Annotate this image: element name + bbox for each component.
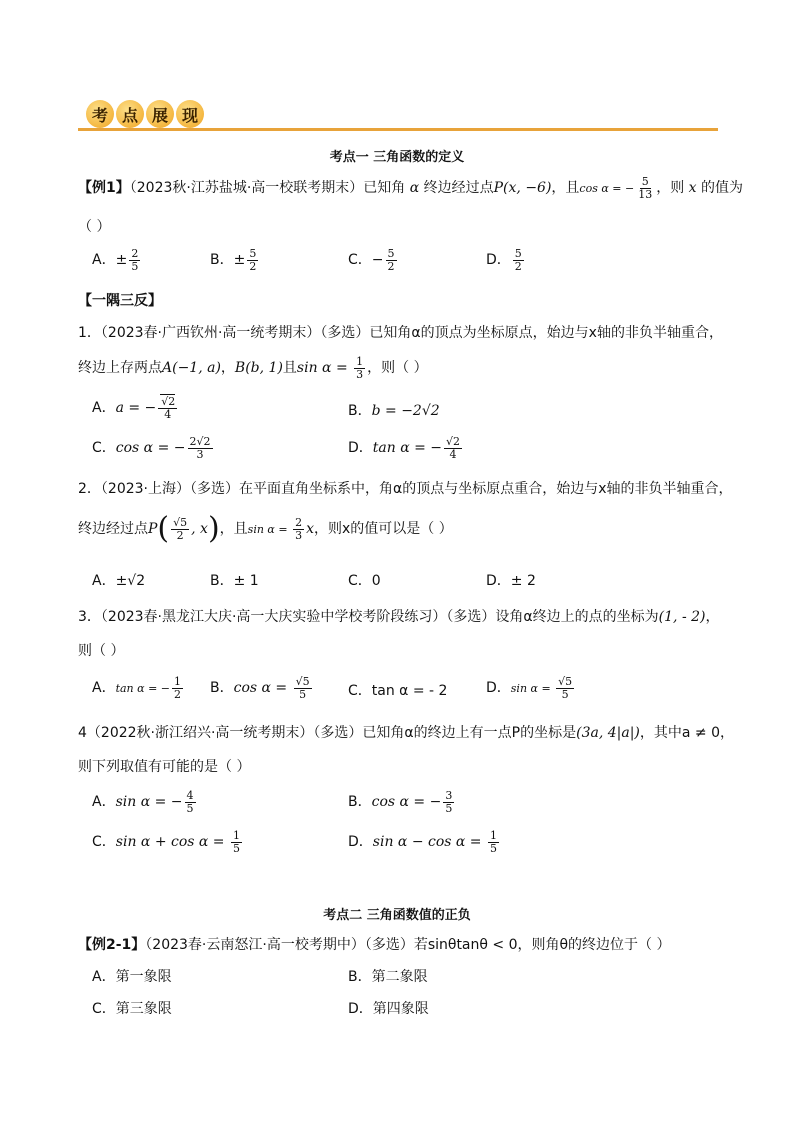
stem-text: ，	[705, 609, 720, 625]
section-title: 考点二 三角函数值的正负	[323, 908, 471, 923]
fraction: $\frac{2}{5}$	[131, 247, 139, 273]
stem-text: ，且	[219, 521, 248, 537]
fraction: $\frac{√5}{5}$	[558, 675, 573, 701]
option-label: D．	[486, 252, 511, 269]
option-a[interactable]: A．a = − $\frac{√2}{4}$	[92, 395, 176, 421]
stem-text: 且	[282, 360, 297, 377]
q4-line2: 则下列取值有可能的是（ ）	[78, 759, 251, 775]
section-title: 考点一 三角函数的定义	[329, 150, 465, 165]
option-c[interactable]: C．第三象限	[92, 1001, 172, 1017]
stem-text: 4（2022秋·浙江绍兴·高一统考期末）（多选）已知角α的终边上有一点P的坐标是	[78, 725, 577, 741]
stem-text: 终边经过点	[423, 180, 494, 197]
math: P(x, −6)	[493, 180, 552, 197]
option-d[interactable]	[486, 248, 526, 272]
option-c[interactable]	[348, 680, 447, 700]
fraction: $\frac{√5}{5}$	[295, 675, 310, 701]
option-c[interactable]	[348, 248, 399, 272]
math: (1, - 2)	[658, 609, 706, 625]
math: cos α = −	[579, 182, 635, 196]
practice-label: 【一隅三反】	[78, 293, 162, 309]
example-label: 【例1】	[78, 180, 130, 197]
option-label: B．	[210, 680, 234, 697]
option-label: B．	[348, 794, 372, 811]
q2-line2: 终边经过点P( $\frac{√5}{2}$ , x)，且sin α = $\frac{2}{3}$ x，则x的值可以是（ ）	[78, 511, 453, 546]
q1-line1: 1．（2023春·广西钦州·高一统考期末）（多选）已知角α的顶点为坐标原点，始边与x轴的非负半轴重合，	[78, 325, 723, 341]
option-label: C．tan α = - 2	[348, 683, 448, 699]
option-label: C．	[92, 440, 116, 457]
option-d[interactable]: D．sin α = $\frac{√5}{5}$	[486, 675, 573, 701]
option-a[interactable]: A．第一象限	[92, 969, 172, 985]
option-label: B．±	[210, 252, 246, 269]
stem-text: ，其中a ≠ 0，	[639, 725, 734, 741]
option-b[interactable]: B．± 1	[210, 573, 259, 589]
banner-chip: 点	[116, 100, 144, 128]
stem-text: 3．（2023春·黑龙江大庆·高一大庆实验中学校考阶段练习）（多选）设角α终边上的点的坐标为	[78, 609, 659, 625]
math: B(b, 1)	[234, 360, 283, 377]
banner-chip: 现	[176, 100, 204, 128]
math: x	[684, 180, 701, 197]
q4-line1	[78, 722, 734, 742]
stem-text: 终边上存两点	[78, 360, 162, 377]
option-c[interactable]: C．cos α = − $\frac{2√2}{3}$	[92, 435, 211, 461]
section-banner	[78, 98, 718, 134]
option-label: C．	[92, 834, 116, 851]
stem-text: 终边经过点	[78, 521, 148, 537]
option-label: A．	[92, 794, 116, 811]
q2-line1: 2．（2023·上海）（多选）在平面直角坐标系中，角α的顶点与坐标原点重合，始边与x轴的非负半轴重合，	[78, 481, 733, 497]
option-label: D．	[348, 440, 373, 457]
option-b[interactable]: B．cos α = − $\frac{3}{5}$	[348, 789, 453, 815]
example-label: 【例2-1】	[78, 937, 146, 953]
option-label: D．	[348, 834, 373, 851]
math: P	[148, 521, 158, 537]
q3-line1	[78, 606, 720, 626]
stem-text: ，且	[551, 180, 580, 197]
q1-line2	[78, 356, 428, 380]
option-label: A．	[92, 400, 116, 417]
option-d[interactable]: D．tan α = − $\frac{√2}{4}$	[348, 435, 461, 461]
option-label: A．	[92, 680, 116, 697]
option-b[interactable]	[210, 248, 260, 272]
option-c[interactable]: C．sin α + cos α = $\frac{1}{5}$	[92, 829, 240, 855]
option-a[interactable]: A．tan α = − $\frac{1}{2}$	[92, 675, 181, 701]
option-label: A．±	[92, 252, 128, 269]
fraction: $\frac{5}{2}$	[249, 247, 257, 273]
example-2-stem	[78, 934, 671, 954]
fraction: $\frac{1}{5}$	[232, 829, 240, 855]
fraction: $\frac{3}{5}$	[445, 789, 453, 815]
fraction: $\frac{5}{13}$	[638, 175, 653, 201]
stem-text: ，则	[656, 180, 685, 197]
option-b[interactable]: B．cos α = $\frac{√5}{5}$	[210, 675, 310, 701]
banner-rule	[78, 128, 718, 131]
option-d[interactable]: D．± 2	[486, 573, 536, 589]
fraction: $\frac{5}{2}$	[387, 247, 395, 273]
stem-text: ，则x的值可以是（ ）	[313, 521, 453, 537]
option-b[interactable]: B．第二象限	[348, 969, 428, 985]
math: (3a, 4|a|)	[576, 725, 640, 741]
option-b[interactable]: B．b = −2√2	[348, 403, 440, 419]
question-paren: （ ）	[78, 219, 111, 235]
math: sin α =	[296, 360, 353, 377]
option-c[interactable]: C．0	[348, 573, 381, 589]
stem-text: （2023秋·江苏盐城·高一校联考期末）已知角	[129, 180, 406, 197]
math: A(−1, a)	[162, 360, 221, 377]
q3-line2: 则（ ）	[78, 643, 125, 659]
fraction: $\frac{2}{3}$	[295, 515, 303, 542]
option-label: C．−	[348, 252, 384, 269]
option-d[interactable]: D．第四象限	[348, 1001, 429, 1017]
fraction: $\frac{√5}{2}$	[173, 515, 188, 542]
stem-text: ，则（ ）	[367, 360, 428, 377]
example-1-stem	[78, 176, 743, 200]
option-d[interactable]: D．sin α − cos α = $\frac{1}{5}$	[348, 829, 497, 855]
option-a[interactable]: A．sin α = − $\frac{4}{5}$	[92, 789, 194, 815]
option-label: B．	[348, 403, 372, 419]
math: α	[405, 180, 424, 197]
fraction: $\frac{1}{3}$	[356, 355, 364, 381]
fraction: $\frac{2√2}{3}$	[189, 435, 211, 461]
fraction: $\frac{√2}{4}$	[446, 435, 461, 461]
stem-text: （2023春·云南怒江·高一校考期中）（多选）若sinθtanθ < 0，则角θ的终边位于（ ）	[145, 937, 671, 953]
fraction: $\frac{5}{2}$	[514, 247, 522, 273]
fraction: $\frac{4}{5}$	[186, 789, 194, 815]
fraction: $\frac{√2}{4}$	[158, 396, 177, 420]
option-a[interactable]: A．±√2	[92, 573, 146, 589]
fraction: $\frac{1}{2}$	[174, 675, 181, 701]
stem-text: ，	[220, 360, 235, 377]
fraction: $\frac{1}{5}$	[489, 829, 497, 855]
banner-chip: 考	[86, 100, 114, 128]
stem-text: 的值为	[701, 180, 743, 197]
banner-chip: 展	[146, 100, 174, 128]
option-label: D．	[486, 680, 511, 697]
option-a[interactable]	[92, 248, 142, 272]
